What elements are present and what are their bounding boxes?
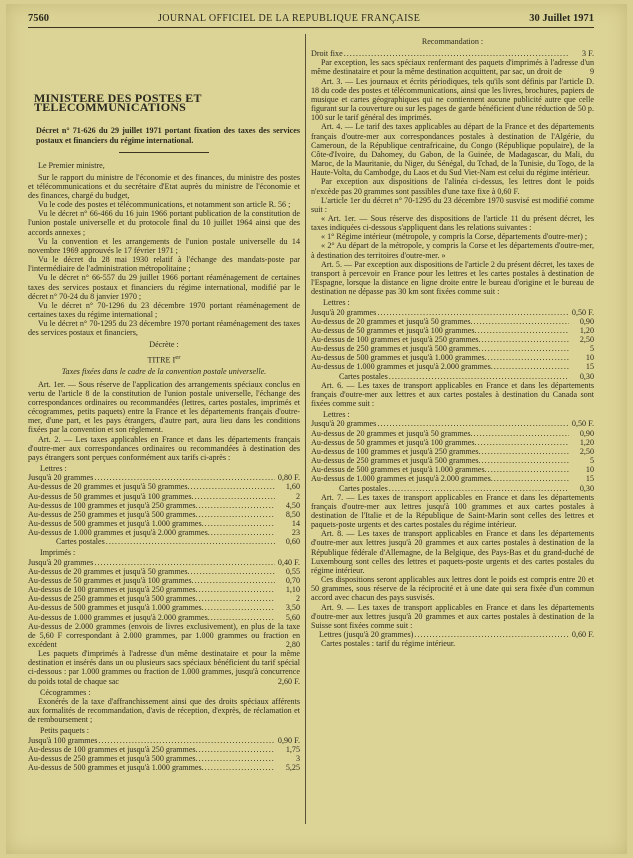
rate-label: Au-dessus de 1.000 grammes et jusqu'à 2.000 grammes.	[311, 474, 493, 484]
rate-value: 2,50	[579, 335, 594, 344]
rate-label: Au-dessus de 100 grammes et jusqu'à 250 grammes.	[311, 335, 481, 344]
rate-value: 0,90 F.	[277, 735, 300, 745]
rate-row	[311, 344, 594, 353]
article-4-quote-2: « 1° Régime intérieur (métropole, y compris la Corse, départements d'outre-mer) ;	[321, 232, 588, 242]
rate-label: Cartes postales	[339, 483, 388, 493]
article-3: Art. 3. — Les journaux et écrits périodiques, tels qu'ils sont définis par l'article D. 18 du code des postes et télécommunications, ainsi que les livres, brochures, papiers de musique et cartes géographiques qui ne contiennent aucune publicité autre que celle figurant sur la couverture ou sur les pages de garde bénéficient d'une réduction de 50 p. 100 sur le tarif général des imprimés.	[311, 76, 594, 123]
cecogrammes-heading: Cécogrammes :	[40, 687, 91, 697]
rate-row	[311, 484, 594, 493]
rate-label: Jusqu'à 100 grammes	[28, 735, 98, 745]
rate-label: Jusqu'à 20 grammes	[28, 557, 94, 567]
rate-value: 2	[295, 594, 300, 604]
visa: Vu le décret n° 66-557 du 29 juillet 1966 portant réaménagement de certaines taxes des services postaux et financiers du régime international, modifié par le décret n° 70-24 du 8 janvier 1970 ;	[28, 273, 300, 301]
suisse-lettres-row: Lettres (jusqu'à 20 grammes) . . . 0,60 F.	[311, 630, 594, 639]
rate-row	[28, 519, 300, 528]
rate-label: Au-dessus de 250 grammes et jusqu'à 500 grammes.	[28, 594, 198, 604]
rate-label: Au-dessus de 250 grammes et jusqu'à 500 grammes.	[28, 753, 198, 763]
article-4-quote-3: « 2° Au départ de la métropole, y compris la Corse et les départements d'outre-mer, à destination des territoires d'outre-mer. »	[311, 241, 594, 260]
rate-value: 0,40 F.	[277, 557, 300, 567]
rate-row	[311, 465, 594, 474]
rate-label: Au-dessus de 250 grammes et jusqu'à 500 grammes.	[28, 509, 198, 519]
cecogrammes-text: Exonérés de la taxe d'affranchissement ainsi que des droits spéciaux afférents aux formalités de recommandation, d'avis de réception, d'exprès, de réclamation et de remboursement ;	[28, 696, 300, 725]
exception-row: Par exception, les sacs spéciaux renfermant des paquets d'imprimés à l'adresse d'un même destinataire et pour la même destination acquittent, par sac, un droit de 9	[311, 58, 594, 77]
lettres-heading: Lettres :	[40, 464, 67, 474]
rate-label: Au-dessus de 20 grammes et jusqu'à 50 grammes.	[311, 316, 473, 326]
journal-title: JOURNAL OFFICIEL DE LA REPUBLIQUE FRANÇAISE	[157, 12, 421, 24]
rate-label: Au-dessus de 50 grammes et jusqu'à 100 grammes.	[311, 325, 477, 335]
rate-row	[28, 501, 300, 510]
rate-label: Au-dessus de 250 grammes et jusqu'à 500 grammes.	[311, 456, 481, 466]
rate-row	[311, 335, 594, 344]
rate-row	[311, 317, 594, 326]
rate-value: 3,50	[285, 603, 300, 613]
rate-row	[28, 537, 300, 546]
rate-value: 15	[585, 362, 594, 372]
article-6: Art. 6. — Les taxes de transport applicables en France et dans les départements français d'outre-mer aux lettres et aux cartes postales à destination du Canada sont fixées comme suit :	[311, 380, 594, 409]
article-5: Art. 5. — Par exception aux dispositions de l'article 2 du présent décret, les taxes de transport à percevoir en France pour les lettres et les cartes postales à destination de l'Espagne, lorsque la distance en ligne droite entre le bureau d'origine et le bureau de destination ne dépasse pas 30 km sont fixées comme suit :	[311, 259, 594, 297]
titre-subtitle: Taxes fixées dans le cadre de la convention postale universelle.	[61, 367, 267, 377]
rate-row	[28, 492, 300, 501]
rate-label: Cartes postales	[339, 371, 388, 381]
rate-value: 5	[589, 456, 594, 466]
section-title: MINISTERE DES POSTES ET TELECOMMUNICATIONS	[34, 91, 202, 115]
article-4-modification: L'article 1er du décret n° 70-1295 du 23 décembre 1970 susvisé est modifié comme suit :	[311, 195, 594, 214]
lettres-rates	[28, 473, 300, 546]
rate-value: 3	[295, 753, 300, 763]
rate-value: 5,60	[285, 612, 300, 622]
document-page	[6, 4, 627, 854]
rate-value: 10	[585, 353, 594, 363]
rate-row	[28, 763, 300, 772]
rate-row	[311, 474, 594, 483]
visa: Vu le code des postes et télécommunications, et notamment son article R. 56 ;	[38, 200, 291, 210]
rate-value: 1,20	[579, 325, 594, 335]
publication-date: 30 Juillet 1971	[529, 12, 594, 24]
rate-row	[311, 308, 594, 317]
rate-row	[311, 419, 594, 428]
rate-row	[28, 613, 300, 622]
visa: Vu la convention et les arrangements de l'union postale universelle du 14 novembre 1969 approuvés le 17 février 1971 ;	[28, 236, 300, 255]
lettres-canada-heading: Lettres :	[323, 410, 350, 420]
article-1: Art. 1er. — Sous réserve de l'application des arrangements spéciaux conclus en vertu de l'article 8 de la constitution de l'union postale universelle, l'échange des correspondances ordinaires ou recommandées (lettres, cartes postales, imprimés et cécogrammes, petits paquets) entre la France et les départements français d'outre-mer, d'une part, et les pays étrangers, d'autre part, aura lieu dans les conditions fixées par la convention et son règlement.	[28, 379, 300, 435]
article-7: Art. 7. — Les taxes de transport applicables en France et dans les départements français d'outre-mer aux lettres jusqu'à 100 grammes et aux cartes postales à destination de l'Italie et de la République de Saint-Marin sont celles des lettres et paquets-poste urgents et des cartes postales du régime intérieur.	[311, 492, 594, 530]
rate-value: 2	[295, 491, 300, 501]
lettres-espagne-heading: Lettres :	[323, 298, 350, 308]
decrete: Décrète :	[149, 340, 179, 350]
suisse-cartes: Cartes postales : tarif du régime intérieur.	[321, 639, 456, 649]
left-column	[28, 34, 300, 772]
rate-label: Cartes postales	[56, 537, 105, 547]
rate-value: 1,60	[285, 482, 300, 492]
decree-title: Décret n° 71-626 du 29 juillet 1971 portant fixation des taxes des services postaux et financiers du régime international.	[36, 126, 300, 145]
visa: Sur le rapport du ministre de l'économie et des finances, du ministre des postes et télécommunications et du secrétaire d'Etat auprès du ministre de l'économie et des finances, chargé du budget,	[28, 172, 300, 200]
lettres-espagne-rates	[311, 308, 594, 381]
rate-row	[311, 447, 594, 456]
rate-value: 5	[589, 344, 594, 354]
rate-value: 0,30	[579, 371, 594, 381]
rate-row	[28, 482, 300, 491]
rate-label: Au-dessus de 1.000 grammes et jusqu'à 2.000 grammes.	[28, 612, 210, 622]
rate-value: 15	[585, 474, 594, 484]
header-rule	[28, 27, 594, 28]
rate-value: 0,80 F.	[277, 473, 300, 483]
rate-row	[28, 473, 300, 482]
rate-row	[311, 372, 594, 381]
rate-row	[28, 528, 300, 537]
article-4-quote-1: « Art. 1er. — Sous réserve des dispositions de l'article 11 du présent décret, les taxes indiquées ci-dessous s'appliquent dans les relations suivantes :	[311, 213, 594, 233]
imprimes-extra-row: Au-dessus de 2.000 grammes (envois de livres exclusivement), en plus de la taxe de 5,60 F correspondant à 2.000 grammes, par 1.000 grammes ou fraction en excédent 2,80	[28, 621, 300, 649]
droit-fixe-row: Droit fixe . . . 3 F.	[311, 49, 594, 58]
rate-label: Au-dessus de 20 grammes et jusqu'à 50 grammes.	[28, 482, 190, 492]
rate-row	[311, 456, 594, 465]
recommandation-heading: Recommandation :	[421, 37, 484, 46]
rate-value: 0,90	[579, 428, 594, 438]
rate-value: 0,50 F.	[571, 307, 594, 317]
rate-value: 8,50	[285, 509, 300, 519]
rate-row	[28, 576, 300, 585]
rate-label: Au-dessus de 1.000 grammes et jusqu'à 2.000 grammes.	[28, 528, 210, 538]
rate-value: 2,50	[579, 446, 594, 456]
page-number: 7560	[28, 12, 49, 24]
visa: Vu le décret n° 70-1295 du 23 décembre 1970 portant réaménagement des taxes des services postaux et financiers,	[28, 319, 300, 338]
titre-heading: TITRE Ier	[147, 353, 181, 365]
article-4-exception: Par exception aux dispositions de l'alinéa ci-dessus, les lettres dont le poids n'excède pas 20 grammes sont passibles d'une taxe fixe à 0,60 F.	[311, 177, 594, 196]
rate-row	[28, 603, 300, 612]
rate-label: Au-dessus de 500 grammes et jusqu'à 1.000 grammes.	[311, 353, 487, 363]
article-8-extension: Ces dispositions seront applicables aux lettres dont le poids est compris entre 20 et 50 grammes, sous réserve de la réciprocité et à une date qui sera fixée d'un commun accord avec chacun des pays susvisés.	[311, 575, 594, 603]
rate-row	[311, 353, 594, 362]
imprimes-rates	[28, 558, 300, 622]
title-rule	[119, 152, 209, 153]
rate-label: Au-dessus de 500 grammes et jusqu'à 1.000 grammes.	[28, 518, 204, 528]
petits-paquets-rates	[28, 736, 300, 773]
rate-label: Jusqu'à 20 grammes	[311, 419, 377, 429]
rate-label: Jusqu'à 20 grammes	[28, 473, 94, 483]
visa: Vu le décret n° 66-466 du 16 juin 1966 portant publication de la constitution de l'union postale universelle et du protocole final du 10 juillet 1964 ainsi que des accords annexes ;	[28, 209, 300, 237]
rate-value: 1,20	[579, 437, 594, 447]
page-header	[28, 10, 594, 26]
visa: Vu le décret du 28 mai 1930 relatif à l'échange des mandats-poste par l'intermédiaire de l'administration métropolitaine ;	[28, 255, 300, 274]
rate-label: Au-dessus de 500 grammes et jusqu'à 1.000 grammes.	[311, 465, 487, 475]
premier-ministre: Le Premier ministre,	[38, 160, 105, 170]
rate-value: 1,75	[285, 744, 300, 754]
rate-label: Au-dessus de 500 grammes et jusqu'à 1.000 grammes.	[28, 603, 204, 613]
column-divider	[305, 34, 306, 824]
rate-row	[28, 558, 300, 567]
rate-value: 0,55	[285, 566, 300, 576]
rate-row	[311, 362, 594, 371]
article-4: Art. 4. — Le tarif des taxes applicables au départ de la France et des départements français d'outre-mer aux correspondances postales à destination de l'Algérie, du Cameroun, de la République centrafricaine, du Congo (République populaire), de la Côte-d'Ivoire, du Dahomey, du Gabon, de la Guinée, de Madagascar, du Mali, du Maroc, de la Mauritanie, du Niger, du Sénégal, du Tchad, de la Tunisie, du Togo, de la Haute-Volta, du Cambodge, du Laos et du Sud Viet-Nam est celui du régime intérieur.	[311, 122, 594, 178]
rate-label: Au-dessus de 50 grammes et jusqu'à 100 grammes.	[28, 491, 194, 501]
article-9: Art. 9. — Les taxes de transport applicables en France et dans les départements d'outre-mer aux lettres jusqu'à 20 grammes et aux cartes postales à destination de la Suisse sont fixées comme suit :	[311, 602, 594, 630]
rate-label: Au-dessus de 500 grammes et jusqu'à 1.000 grammes.	[28, 763, 204, 773]
rate-row	[311, 429, 594, 438]
article-8: Art. 8. — Les taxes de transport applicables en France et dans les départements d'outre-mer aux lettres jusqu'à 20 grammes et aux cartes postales à destination de la République fédérale d'Allemagne, de la Belgique, des Pays-Bas et du grand-duché de Luxembourg sont celles des lettres et paquets-poste urgents et des cartes postales du régime intérieur.	[311, 529, 594, 575]
rate-label: Au-dessus de 100 grammes et jusqu'à 250 grammes.	[28, 744, 198, 754]
rate-row	[28, 736, 300, 745]
rate-label: Au-dessus de 50 grammes et jusqu'à 100 grammes.	[311, 437, 477, 447]
petits-paquets-heading: Petits paquets :	[40, 726, 90, 736]
rate-row	[28, 585, 300, 594]
rate-value: 0,50 F.	[571, 419, 594, 429]
rate-label: Au-dessus de 250 grammes et jusqu'à 500 grammes.	[311, 344, 481, 354]
rate-value: 0,90	[579, 316, 594, 326]
rate-row	[28, 754, 300, 763]
article-2: Art. 2. — Les taxes applicables en France et dans les départements français d'outre-mer aux correspondances ordinaires ou recommandées à destination des pays étrangers sont perçues conformément aux tarifs ci-après :	[28, 434, 300, 462]
imprimes-heading: Imprimés :	[40, 548, 76, 558]
rate-label: Au-dessus de 50 grammes et jusqu'à 100 grammes.	[28, 575, 194, 585]
rate-value: 0,60	[285, 537, 300, 547]
rate-row	[28, 510, 300, 519]
rate-label: Au-dessus de 100 grammes et jusqu'à 250 grammes.	[311, 446, 481, 456]
rate-row	[311, 438, 594, 447]
rate-label: Au-dessus de 100 grammes et jusqu'à 250 grammes.	[28, 585, 198, 595]
right-column	[311, 34, 594, 648]
rate-value: 10	[585, 465, 594, 475]
paquets-imprimes-row: Les paquets d'imprimés à l'adresse d'un même destinataire et pour la même destination et insérés dans un ou plusieurs sacs spéciaux bénéficient du tarif spécial ci-dessous : par 1.000 grammes ou fraction de 1.000 grammes, jusqu'à concurrence du poids total de chaque sac 2,60 F.	[28, 649, 300, 686]
rate-value: 4,50	[285, 500, 300, 510]
rate-value: 14	[291, 518, 300, 528]
lettres-canada-rates	[311, 419, 594, 492]
rate-label: Au-dessus de 1.000 grammes et jusqu'à 2.000 grammes.	[311, 362, 493, 372]
rate-label: Jusqu'à 20 grammes	[311, 307, 377, 317]
rate-row	[28, 567, 300, 576]
rate-value: 0,70	[285, 575, 300, 585]
rate-label: Au-dessus de 20 grammes et jusqu'à 50 grammes.	[311, 428, 473, 438]
rate-label: Au-dessus de 20 grammes et jusqu'à 50 grammes.	[28, 566, 190, 576]
rate-row	[28, 594, 300, 603]
rate-value: 23	[291, 528, 300, 538]
rate-label: Au-dessus de 100 grammes et jusqu'à 250 grammes.	[28, 500, 198, 510]
rate-value: 5,25	[285, 763, 300, 773]
rate-value: 0,30	[579, 483, 594, 493]
rate-value: 1,10	[285, 585, 300, 595]
rate-row	[28, 745, 300, 754]
visa: Vu le décret n° 70-1296 du 23 décembre 1970 portant réaménagement de certaines taxes du régime international ;	[28, 300, 300, 319]
rate-row	[311, 326, 594, 335]
